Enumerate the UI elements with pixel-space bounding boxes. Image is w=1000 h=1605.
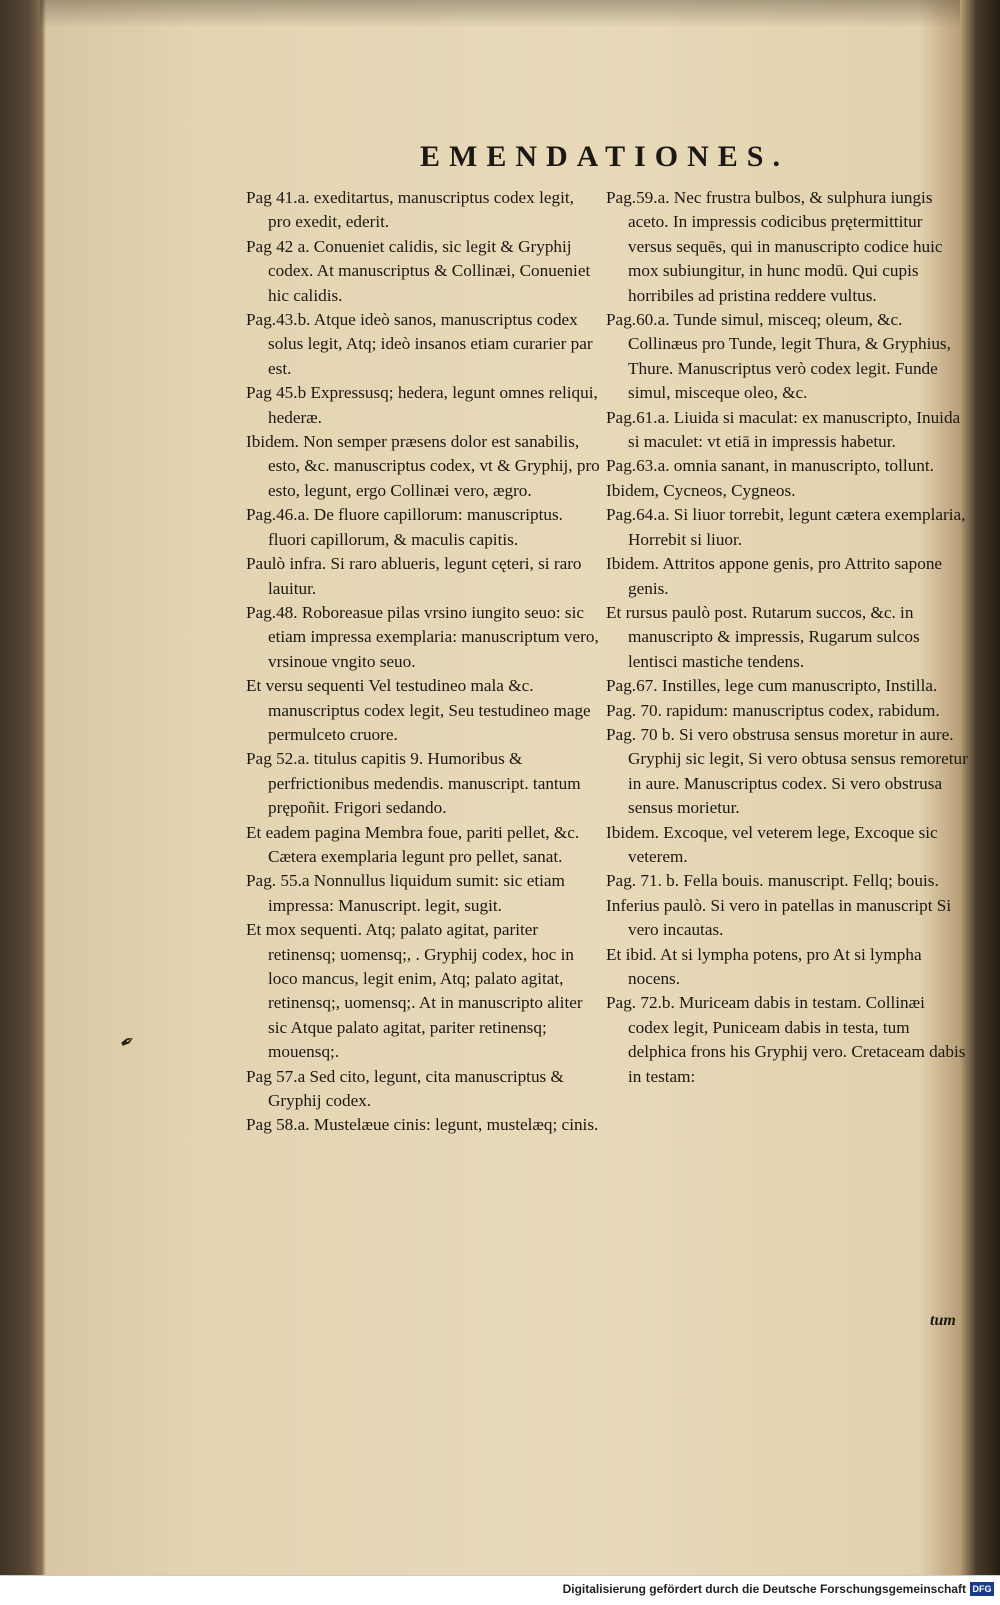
page-header: EMENDATIONES.	[420, 140, 789, 173]
emendation-entry: Pag 52.a. titulus capitis 9. Humoribus & perfrictionibus medendis. manuscript. tantum prępoñit. Frigori sedando.	[246, 749, 581, 818]
emendation-entry: Et eadem pagina Membra foue, pariti pellet, &c. Cætera exemplaria legunt pro pellet, sanat.	[246, 822, 580, 866]
emendation-entry: Pag 58.a. Mustelæue cinis: legunt, mustelæq; cinis.	[246, 1115, 599, 1135]
dfg-logo: DFG	[970, 1582, 994, 1596]
right-column	[606, 186, 968, 1089]
emendation-entry: Inferius paulò. Si vero in patellas in manuscript Si vero incautas.	[606, 895, 952, 940]
emendation-entry: Pag.48. Roboreasue pilas vrsino iungito seuo: sic etiam impressa exemplaria: manuscriptum vero, vrsinoue vngito seuo.	[246, 602, 599, 671]
emendation-entry: Pag.43.b. Atque ideò sanos, manuscriptus codex solus legit, Atq; ideò insanos etiam curarier par est.	[246, 310, 593, 378]
emendation-entry: Ibidem. Excoque, vel veterem lege, Excoque sic veterem.	[606, 822, 938, 866]
emendation-entry: Pag. 70. rapidum: manuscriptus codex, rabidum.	[606, 700, 940, 720]
footer-credit: Digitalisierung gefördert durch die Deutsche Forschungsgemeinschaft	[562, 1582, 966, 1596]
emendation-entry: Pag.64.a. Si liuor torrebit, legunt cætera exemplaria, Horrebit si liuor.	[606, 505, 966, 549]
emendation-entry: Paulò infra. Si raro ablueris, legunt cęteri, si raro lauitur.	[246, 554, 582, 598]
emendation-entry: Pag.63.a. omnia sanant, in manuscripto, tollunt.	[606, 456, 934, 476]
digitization-footer	[0, 1575, 1000, 1605]
emendation-entry: Ibidem. Attritos appone genis, pro Attrito sapone genis.	[606, 554, 943, 598]
page-edge-shadow	[40, 0, 960, 28]
emendation-entry: Et ibid. At si lympha potens, pro At si lympha nocens.	[606, 944, 922, 988]
emendation-entry: Ibidem. Non semper præsens dolor est sanabilis, esto, &c. manuscriptus codex, vt & Gryphij, pro esto, legunt, ergo Collinæi vero, ægro.	[246, 432, 600, 500]
catchword: tum	[930, 1312, 956, 1329]
emendation-entry: Pag 42 a. Conueniet calidis, sic legit & Gryphij codex. At manuscriptus & Collinæi, Conueniet hic calidis.	[246, 236, 591, 305]
emendation-entry: Pag 57.a Sed cito, legunt, cita manuscriptus & Gryphij codex.	[246, 1066, 564, 1111]
emendation-entry: Et versu sequenti Vel testudineo mala &c. manuscriptus codex legit, Seu testudineo mage permulceto cruore.	[246, 676, 591, 744]
emendation-entry: Pag 45.b Expressusq; hedera, legunt omnes reliqui, hederæ.	[246, 383, 598, 427]
emendation-entry: Pag. 71. b. Fella bouis. manuscript. Fellq; bouis.	[606, 871, 939, 891]
emendation-entry: Pag.59.a. Nec frustra bulbos, & sulphura iungis aceto. In impressis codicibus prętermittitur versus sequēs, qui in manuscripto codice huic mox subiungitur, in hunc modū. Qui cupis horribiles ad pristina reddere vultus.	[606, 188, 943, 305]
emendation-entry: Pag.60.a. Tunde simul, misceq; oleum, &c. Collinæus pro Tunde, legit Thura, & Gryphius, Thure. Manuscriptus verò codex legit. Funde simul, misceque oleo, &c.	[606, 310, 951, 403]
left-column	[246, 186, 601, 1138]
emendation-entry: Pag. 72.b. Muriceam dabis in testam. Collinæi codex legit, Puniceam dabis in testa, tum delphica frons his Gryphij vero. Cretaceam dabis in testam:	[606, 993, 966, 1086]
emendation-entry: Et mox sequenti. Atq; palato agitat, pariter retinensq; uomensq;, . Gryphij codex, hoc in loco mancus, legit enim, Atq; palato agitat, retinensq;, uomensq;. At in manuscripto aliter sic Atque palato agitat, pariter retinensq; mouensq;.	[246, 920, 583, 1062]
emendation-entry: Ibidem, Cycneos, Cygneos.	[606, 480, 796, 500]
emendation-entry: Pag 41.a. exeditartus, manuscriptus codex legit, pro exedit, ederit.	[246, 188, 574, 232]
emendation-entry: Pag. 55.a Nonnullus liquidum sumit: sic etiam impressa: Manuscript. legit, sugit.	[246, 871, 565, 915]
emendation-entry: Pag.46.a. De fluore capillorum: manuscriptus. fluori capillorum, & maculis capitis.	[246, 505, 563, 549]
emendation-entry: Pag. 70 b. Si vero obstrusa sensus moretur in aure. Gryphij sic legit, Si vero obtusa sensus remoretur in aure. Manuscriptus codex. Si vero obstrusa sensus morietur.	[606, 724, 968, 818]
emendation-entry: Pag.67. Instilles, lege cum manuscripto, Instilla.	[606, 676, 938, 696]
emendation-entry: Et rursus paulò post. Rutarum succos, &c. in manuscripto & impressis, Rugarum sulcos lentisci mastiche tendens.	[606, 602, 920, 671]
ink-blot-icon: ✒	[115, 1029, 140, 1055]
emendation-entry: Pag.61.a. Liuida si maculat: ex manuscripto, Inuida si maculet: vt etiā in impressis habetur.	[606, 407, 961, 452]
